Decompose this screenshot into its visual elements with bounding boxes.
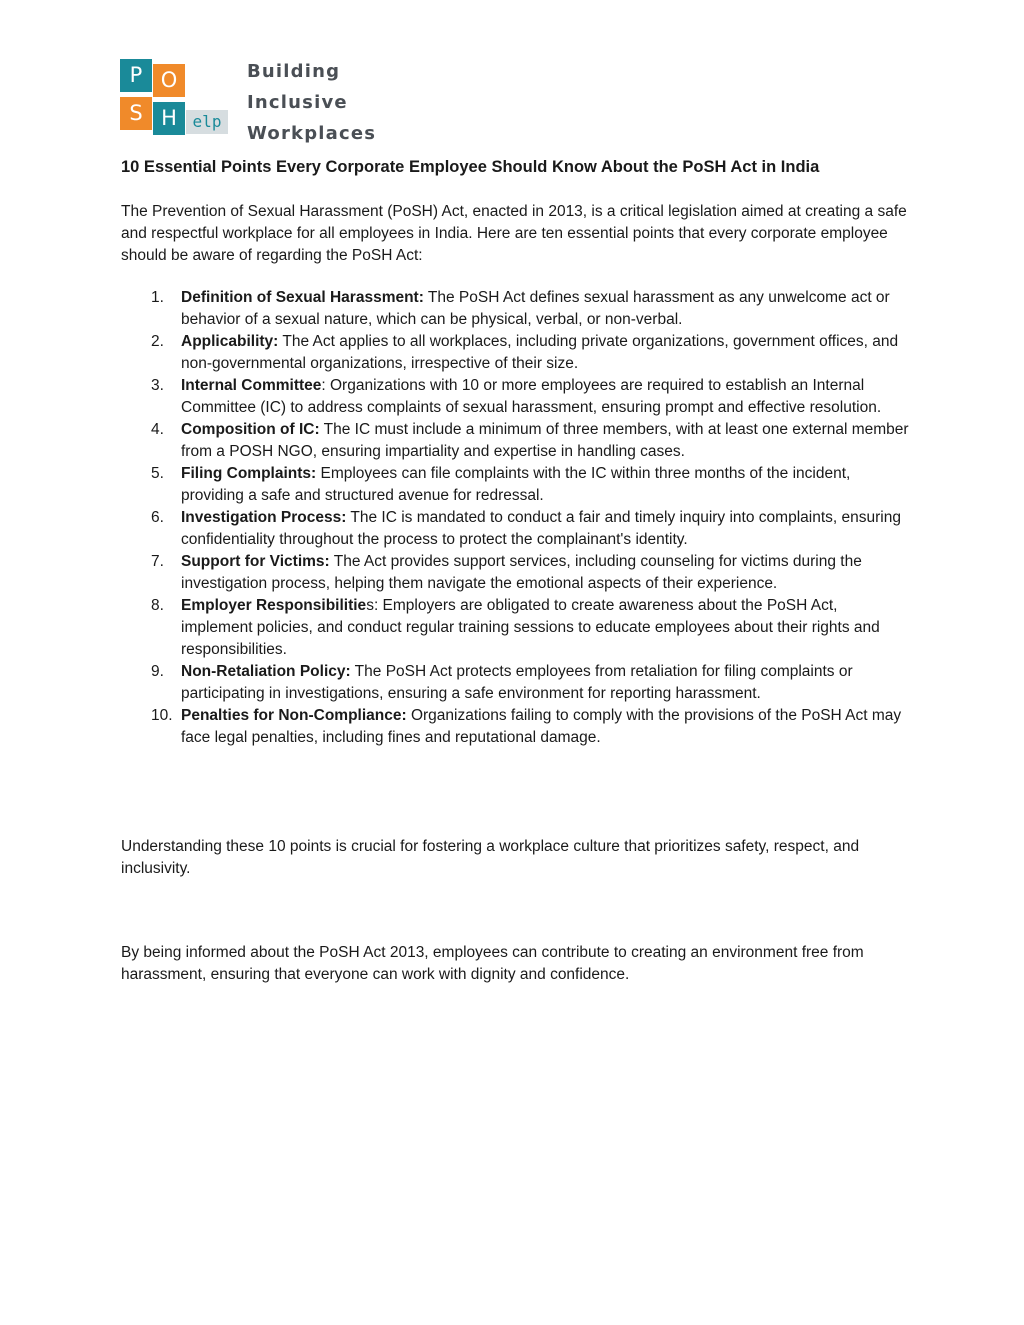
item-number: 2. xyxy=(151,333,164,350)
item-text: : Organizations with 10 or more employees are required to establish an Internal Committee (IC) to address complaints of sexual harassment, ensuring prompt and effective resolution. xyxy=(181,377,882,416)
item-term: Composition of IC: xyxy=(181,421,320,438)
essential-points-list xyxy=(121,287,911,749)
item-term: Internal Committee xyxy=(181,377,322,394)
intro-paragraph: The Prevention of Sexual Harassment (PoSH) Act, enacted in 2013, is a critical legislation aimed at creating a safe and respectful workplace for all employees in India. Here are ten essential points that every corporate employee should be aware of regarding the PoSH Act: xyxy=(121,203,907,264)
item-term: Filing Complaints: xyxy=(181,465,317,482)
logo-tile-o: O xyxy=(153,64,185,97)
item-number: 1. xyxy=(151,289,164,306)
item-text: The PoSH Act defines sexual harassment as any unwelcome act or behavior of a sexual nature, which can be physical, verbal, or non-verbal. xyxy=(181,289,890,328)
tagline-line: Building xyxy=(247,61,341,82)
list-item xyxy=(121,705,911,749)
item-text: The IC must include a minimum of three members, with at least one external member from a POSH NGO, ensuring impartiality and expertise in handling cases. xyxy=(181,421,909,460)
item-text: The Act provides support services, including counseling for victims during the investigation process, helping them navigate the emotional aspects of their experience. xyxy=(181,553,862,592)
list-item xyxy=(121,375,911,419)
tagline-line: Workplaces xyxy=(247,123,377,144)
item-term: Employer Responsibilitie xyxy=(181,597,367,614)
list-item xyxy=(121,551,911,595)
list-item xyxy=(121,595,911,661)
list-item xyxy=(121,463,911,507)
list-item xyxy=(121,661,911,705)
item-term: Definition of Sexual Harassment: xyxy=(181,289,424,306)
item-term: Penalties for Non-Compliance: xyxy=(181,707,407,724)
item-number: 5. xyxy=(151,465,164,482)
item-term: Non-Retaliation Policy: xyxy=(181,663,351,680)
item-number: 4. xyxy=(151,421,164,438)
item-number: 7. xyxy=(151,553,164,570)
item-text: Employees can file complaints with the IC within three months of the incident, providing a safe and structured avenue for redressal. xyxy=(181,465,851,504)
logo-tile-h: H xyxy=(153,102,185,135)
item-number: 10. xyxy=(151,707,173,724)
item-text: The IC is mandated to conduct a fair and timely inquiry into complaints, ensuring confidentiality throughout the process to protect the complainant's identity. xyxy=(181,509,901,548)
item-term: Applicability: xyxy=(181,333,279,350)
item-term: Investigation Process: xyxy=(181,509,347,526)
item-number: 8. xyxy=(151,597,164,614)
item-term: Support for Victims: xyxy=(181,553,330,570)
document-title: 10 Essential Points Every Corporate Employee Should Know About the PoSH Act in India xyxy=(121,158,820,176)
list-item xyxy=(121,287,911,331)
posh-help-logo xyxy=(120,59,380,144)
list-item xyxy=(121,507,911,551)
item-text: The PoSH Act protects employees from retaliation for filing complaints or participating in investigations, ensuring a safe environment for reporting harassment. xyxy=(181,663,853,702)
logo-tile-s: S xyxy=(120,97,152,130)
logo-tile-elp: elp xyxy=(186,110,228,134)
list-item xyxy=(121,331,911,375)
list-item xyxy=(121,419,911,463)
item-number: 9. xyxy=(151,663,164,680)
item-text: s: Employers are obligated to create awareness about the PoSH Act, implement policies, and conduct regular training sessions to educate employees about their rights and responsibilities. xyxy=(181,597,880,658)
logo-tagline xyxy=(247,56,376,149)
item-number: 6. xyxy=(151,509,164,526)
closing-paragraph: Understanding these 10 points is crucial for fostering a workplace culture that prioritizes safety, respect, and inclusivity. xyxy=(121,838,860,877)
item-text: The Act applies to all workplaces, including private organizations, government offices, and non-governmental organizations, irrespective of their size. xyxy=(181,333,899,372)
item-number: 3. xyxy=(151,377,164,394)
closing-paragraph: By being informed about the PoSH Act 2013, employees can contribute to creating an environment free from harassment, ensuring that everyone can work with dignity and confidence. xyxy=(121,944,864,983)
logo-tile-p: P xyxy=(120,59,152,92)
tagline-line: Inclusive xyxy=(247,92,348,113)
item-text: Organizations failing to comply with the provisions of the PoSH Act may face legal penalties, including fines and reputational damage. xyxy=(181,707,902,746)
